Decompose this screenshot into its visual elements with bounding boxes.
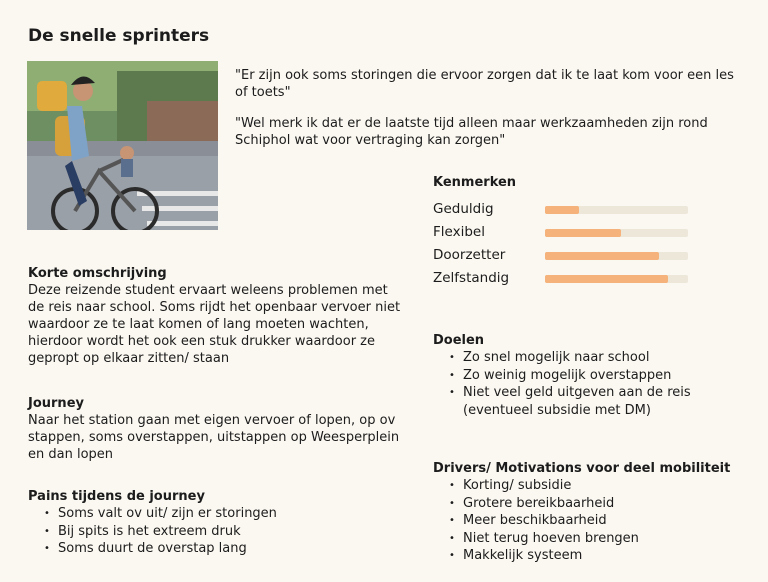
- doelen-list: [433, 349, 753, 419]
- trait-label: Zelfstandig: [433, 270, 510, 286]
- journey-section: [28, 395, 408, 463]
- trait-bar-fill: [545, 275, 668, 283]
- drivers-section: [433, 460, 763, 565]
- trait-bar-fill: [545, 229, 621, 237]
- trait-bar-fill: [545, 206, 579, 214]
- list-item: • Soms duurt de overstap lang: [28, 540, 408, 558]
- korte-omschrijving-text: Deze reizende student ervaart weleens problemen met de reis naar school. Soms rijdt het openbaar vervoer niet waardoor ze te laat komen of lang moeten wachten, hierdoor wordt het ook een stuk drukker waardoor ze gepropt op elkaar zitten/ staan: [28, 283, 401, 366]
- korte-omschrijving-heading: Korte omschrijving: [28, 266, 167, 281]
- trait-label: Flexibel: [433, 224, 485, 240]
- trait-label: Geduldig: [433, 201, 494, 217]
- persona-photo: [27, 61, 218, 230]
- trait-flexibel: [433, 224, 703, 246]
- page-title: De snelle sprinters: [28, 26, 210, 46]
- list-item: • Bij spits is het extreem druk: [28, 523, 408, 541]
- list-item: • Niet veel geld uitgeven aan de reis (eventueel subsidie met DM): [433, 384, 723, 419]
- korte-omschrijving-section: [28, 265, 403, 367]
- trait-geduldig: [433, 201, 703, 223]
- kenmerken-heading: Kenmerken: [433, 175, 517, 190]
- trait-bar-track: [545, 275, 688, 283]
- list-item: • Korting/ subsidie: [433, 477, 763, 495]
- list-item: • Meer beschikbaarheid: [433, 512, 763, 530]
- list-item: • Makkelijk systeem: [433, 547, 763, 565]
- pains-section: [28, 488, 408, 558]
- doelen-section: [433, 332, 753, 419]
- pains-list: [28, 505, 408, 558]
- trait-zelfstandig: [433, 270, 703, 292]
- pains-heading: Pains tijdens de journey: [28, 489, 205, 504]
- doelen-heading: Doelen: [433, 333, 485, 348]
- drivers-list: [433, 477, 763, 565]
- trait-bar-track: [545, 229, 688, 237]
- quote-2: "Wel merk ik dat er de laatste tijd alleen maar werkzaamheden zijn rond Schiphol wat voor vertraging kan zorgen": [235, 116, 708, 148]
- drivers-heading: Drivers/ Motivations voor deel mobiliteit: [433, 461, 731, 476]
- trait-bar-track: [545, 252, 688, 260]
- list-item: • Soms valt ov uit/ zijn er storingen: [28, 505, 408, 523]
- trait-bar-track: [545, 206, 688, 214]
- journey-text: Naar het station gaan met eigen vervoer of lopen, op ov stappen, soms overstappen, uitstappen op Weesperplein en dan lopen: [28, 413, 400, 462]
- trait-doorzetter: [433, 247, 703, 269]
- trait-label: Doorzetter: [433, 247, 506, 263]
- list-item: • Zo weinig mogelijk overstappen: [433, 367, 753, 385]
- list-item: • Niet terug hoeven brengen: [433, 530, 763, 548]
- journey-heading: Journey: [28, 396, 84, 411]
- list-item: • Zo snel mogelijk naar school: [433, 349, 753, 367]
- trait-bar-fill: [545, 252, 659, 260]
- list-item: • Grotere bereikbaarheid: [433, 495, 763, 513]
- quote-1: "Er zijn ook soms storingen die ervoor zorgen dat ik te laat kom voor een les of toets": [235, 68, 734, 100]
